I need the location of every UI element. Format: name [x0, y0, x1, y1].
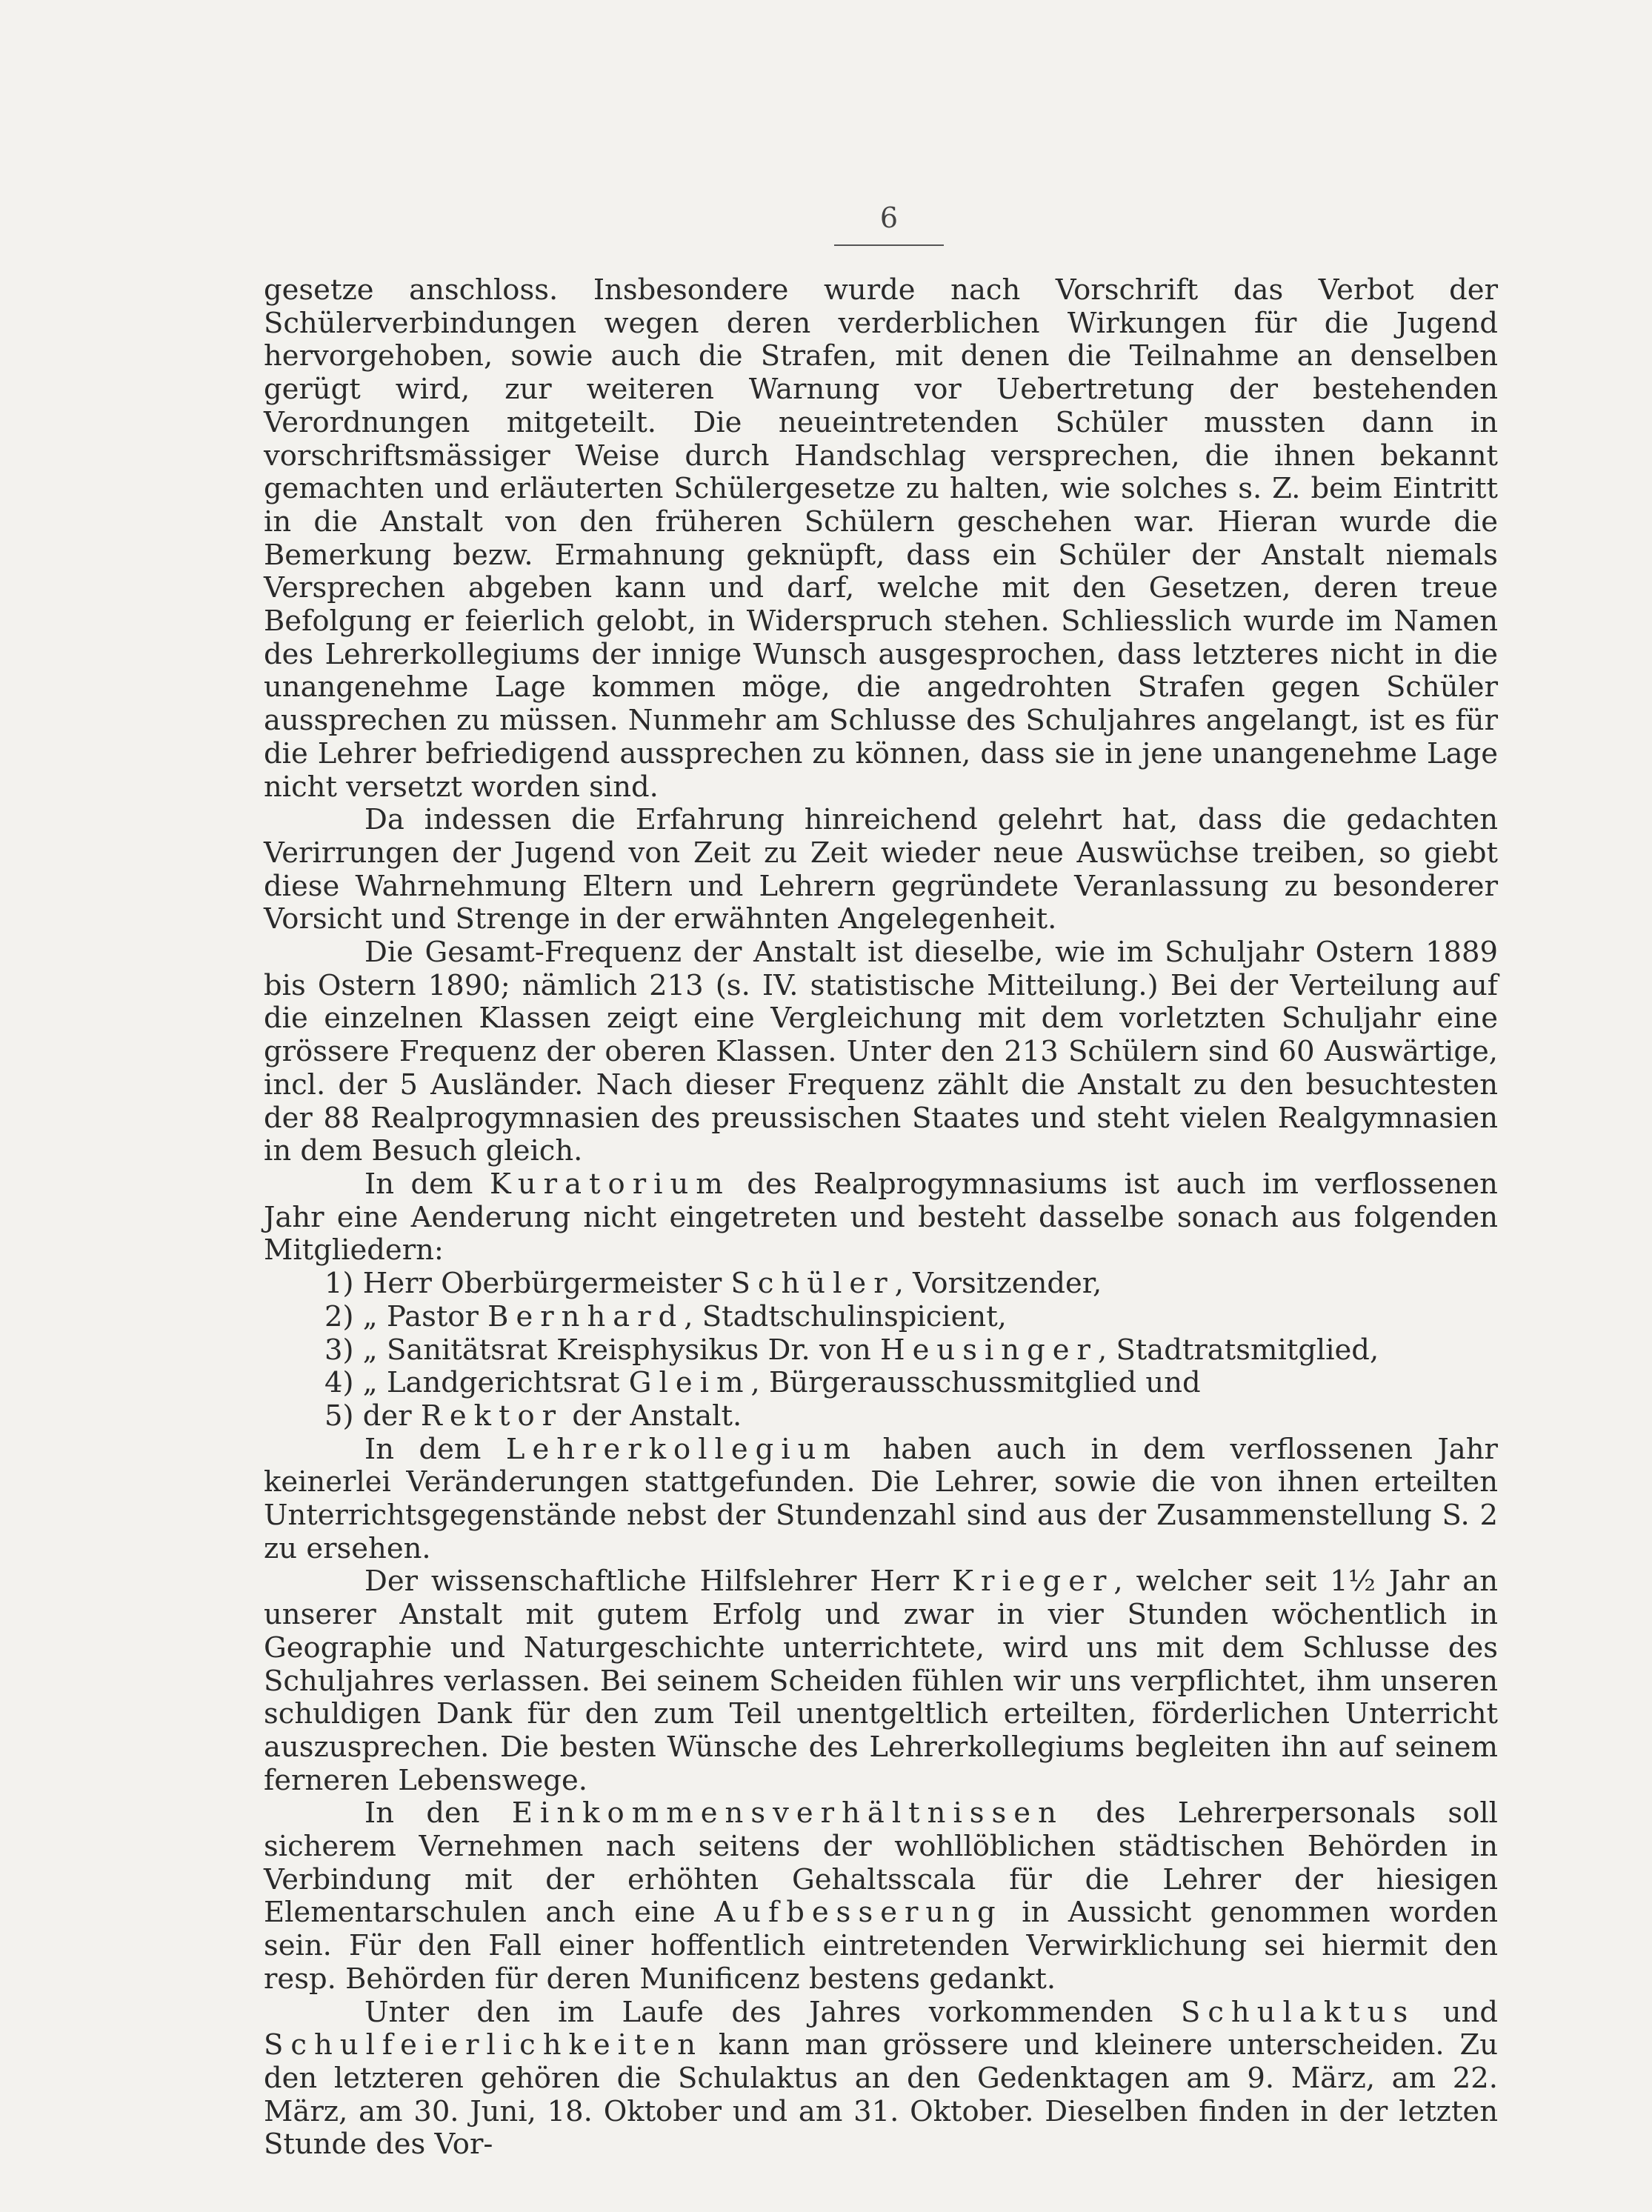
- paragraph-frequenz: Die Gesamt-Frequenz der Anstalt ist dieselbe, wie im Schuljahr Ostern 1889 bis Ostern 1890; nämlich 213 (s. IV. statistische Mitteilung.) Bei der Verteilung auf die einzelnen Klassen zeigt eine Vergleichung mit dem vorletzten Schuljahr eine grössere Frequenz der oberen Klassen. Unter den 213 Schülern sind 60 Auswärtige, incl. der 5 Ausländer. Nach dieser Frequenz zählt die Anstalt zu den besuchtesten der 88 Realprogymnasien des preussischen Staates und steht vielen Realgymnasien in dem Besuch gleich.: [264, 936, 1498, 1168]
- list-item: 1) Herr Oberbürgermeister Schüler, Vorsitzender,: [324, 1267, 1102, 1301]
- paragraph-kuratorium: In dem Kuratorium des Realprogymnasiums ist auch im verflossenen Jahr eine Aenderung nicht eingetreten und besteht dasselbe sonach aus folgenden Mitgliedern:: [264, 1167, 1498, 1267]
- paragraph-schuelergesetze: gesetze anschloss. Insbesondere wurde nach Vorschrift das Verbot der Schülerverbindungen wegen deren verderblichen Wirkungen für die Jugend hervorgehoben, sowie auch die Strafen, mit denen die Teilnahme an denselben gerügt wird, zur weiteren Warnung vor Uebertretung der bestehenden Verordnungen mitgeteilt. Die neueintretenden Schüler mussten dann in vorschriftsmässiger Weise durch Handschlag versprechen, die ihnen bekannt gemachten und erläuterten Schülergesetze zu halten, wie solches s. Z. beim Eintritt in die Anstalt von den früheren Schülern geschehen war. Hieran wurde die Bemerkung bezw. Ermahnung geknüpft, dass ein Schüler der Anstalt niemals Versprechen abgeben kann und darf, welche mit den Gesetzen, deren treue Befolgung er feierlich gelobt, in Widerspruch stehen. Schliesslich wurde im Namen des Lehrerkollegiums der innige Wunsch ausgesprochen, dass letzteres nicht in die unangenehme Lage kommen möge, die angedrohten Strafen gegen Schüler aussprechen zu müssen. Nunmehr am Schlusse des Schuljahres angelangt, ist es für die Lehrer befriedigend aussprechen zu können, dass sie in jene unangenehme Lage nicht versetzt worden sind.: [264, 273, 1498, 804]
- paragraph-lehrerkollegium: In dem Lehrerkollegium haben auch in dem verflossenen Jahr keinerlei Veränderungen stattgefunden. Die Lehrer, sowie die von ihnen erteilten Unterrichtsgegenstände nebst der Stundenzahl sind aus der Zusammenstellung S. 2 zu ersehen.: [264, 1432, 1498, 1565]
- header-rule: [834, 244, 944, 246]
- list-item: 4) „ Landgerichtsrat Gleim, Bürgerausschussmitglied und: [324, 1366, 1201, 1400]
- list-item: 3) „ Sanitätsrat Kreisphysikus Dr. von Heusinger, Stadtratsmitglied,: [324, 1333, 1379, 1367]
- paragraph-verirrungen: Da indessen die Erfahrung hinreichend gelehrt hat, dass die gedachten Verirrungen der Jugend von Zeit zu Zeit wieder neue Auswüchse treiben, so giebt diese Wahrnehmung Eltern und Lehrern gegründete Veranlassung zu besonderer Vorsicht und Strenge in der erwähnten Angelegenheit.: [264, 803, 1498, 936]
- list-item: 5) der Rektor der Anstalt.: [324, 1399, 742, 1433]
- list-item: 2) „ Pastor Bernhard, Stadtschulinspicient,: [324, 1299, 1007, 1333]
- kuratorium-member-list: [264, 1267, 1498, 1433]
- paragraph-schulaktus: Unter den im Laufe des Jahres vorkommenden Schulaktus und Schulfeierlichkeiten kann man grössere und kleinere unterscheiden. Zu den letzteren gehören die Schulaktus an den Gedenktagen am 9. März, am 22. März, am 30. Juni, 18. Oktober und am 31. Oktober. Dieselben finden in der letzten Stunde des Vor-: [264, 1995, 1498, 2162]
- body-text: [264, 274, 1498, 2162]
- paragraph-krieger: Der wissenschaftliche Hilfslehrer Herr Krieger, welcher seit 1½ Jahr an unserer Anstalt mit gutem Erfolg und zwar in vier Stunden wöchentlich in Geographie und Naturgeschichte unterrichtete, wird uns mit dem Schlusse des Schuljahres verlassen. Bei seinem Scheiden fühlen wir uns verpflichtet, ihm unseren schuldigen Dank für den zum Teil unentgeltlich erteilten, förderlichen Unterricht auszusprechen. Die besten Wünsche des Lehrerkollegiums begleiten ihn auf seinem ferneren Lebenswege.: [264, 1565, 1498, 1797]
- spaced-term: Kuratorium: [489, 1167, 730, 1201]
- paragraph-einkommen: In den Einkommensverhältnissen des Lehrerpersonals soll sicherem Vernehmen nach seitens der wohllöblichen städtischen Behörden in Verbindung mit der erhöhten Gehaltsscala für die Lehrer der hiesigen Elementarschulen anch eine Aufbesserung in Aussicht genommen worden sein. Für den Fall einer hoffentlich eintretenden Verwirklichung sei hiermit den resp. Behörden für deren Munificenz bestens gedankt.: [264, 1796, 1498, 1996]
- page-number: 6: [879, 201, 899, 234]
